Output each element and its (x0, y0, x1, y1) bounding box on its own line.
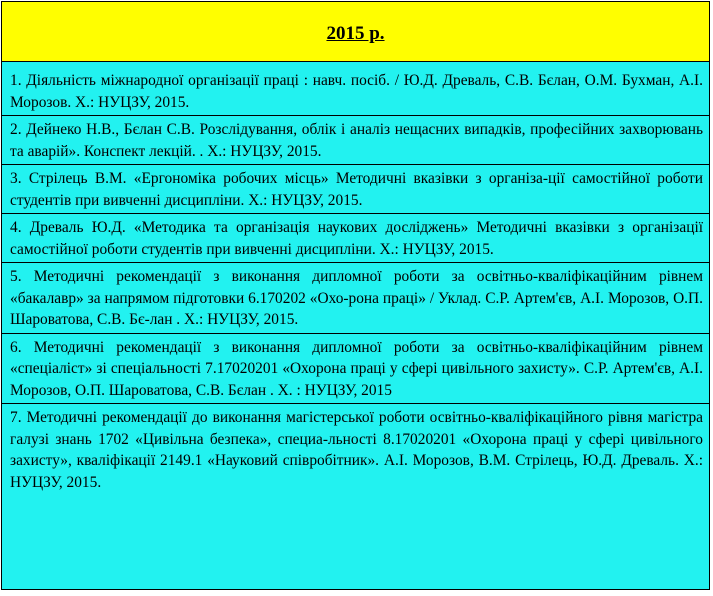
publication-item-1: 1. Діяльність міжнародної організації праці : навч. посіб. / Ю.Д. Древаль, С.В. Бєлан, О.М. Бухман, А.І. Морозов. Х.: НУЦЗУ, 2015. (2, 67, 709, 116)
publications-table (1, 1, 710, 590)
publication-item-2: 2. Дейнеко Н.В., Бєлан С.В. Розслідування, облік і аналіз нещасних випадків, професійних захворювань та аварій». Конспект лекцій. . Х.: НУЦЗУ, 2015. (2, 116, 709, 165)
publication-item-5: 5. Методичні рекомендації з виконання дипломної роботи за освітньо-кваліфікаційним рівнем «бакалавр» за напрямом підготовки 6.170202 «Охо-рона праці» / Уклад. С.Р. Артем'єв, А.І. Морозов, О.П. Шароватова, С.В. Бє-лан . Х.: НУЦЗУ, 2015. (2, 263, 709, 334)
publication-list (2, 62, 709, 495)
publication-item-3: 3. Стрілець В.М. «Ергономіка робочих місць» Методичні вказівки з організа-ції самостійної роботи студентів при вивченні дисципліни. Х.: НУЦЗУ, 2015. (2, 165, 709, 214)
publication-item-6: 6. Методичні рекомендації з виконання дипломної роботи за освітньо-кваліфікаційним рівнем «спеціаліст» зі спеціальності 7.17020201 «Охорона праці у сфері цивільного захисту». С.Р. Артем'єв, А.І. Морозов, О.П. Шароватова, С.В. Бєлан . Х. : НУЦЗУ, 2015 (2, 334, 709, 405)
publication-item-4: 4. Древаль Ю.Д. «Методика та організація наукових досліджень» Методичні вказівки з організації самостійної роботи студентів при вивченні дисципліни. Х.: НУЦЗУ, 2015. (2, 214, 709, 263)
publication-item-7: 7. Методичні рекомендації до виконання магістерської роботи освітньо-кваліфікаційного рівня магістра галузі знань 1702 «Цивільна безпека», специа-льності 8.17020201 «Охорона праці у сфері цивільного захисту», кваліфікації 2149.1 «Науковий співробітник». А.І. Морозов, В.М. Стрілець, Ю.Д. Древаль. Х.: НУЦЗУ, 2015. (10, 409, 703, 491)
year-header (2, 2, 709, 62)
year-title: 2015 р. (326, 22, 385, 44)
